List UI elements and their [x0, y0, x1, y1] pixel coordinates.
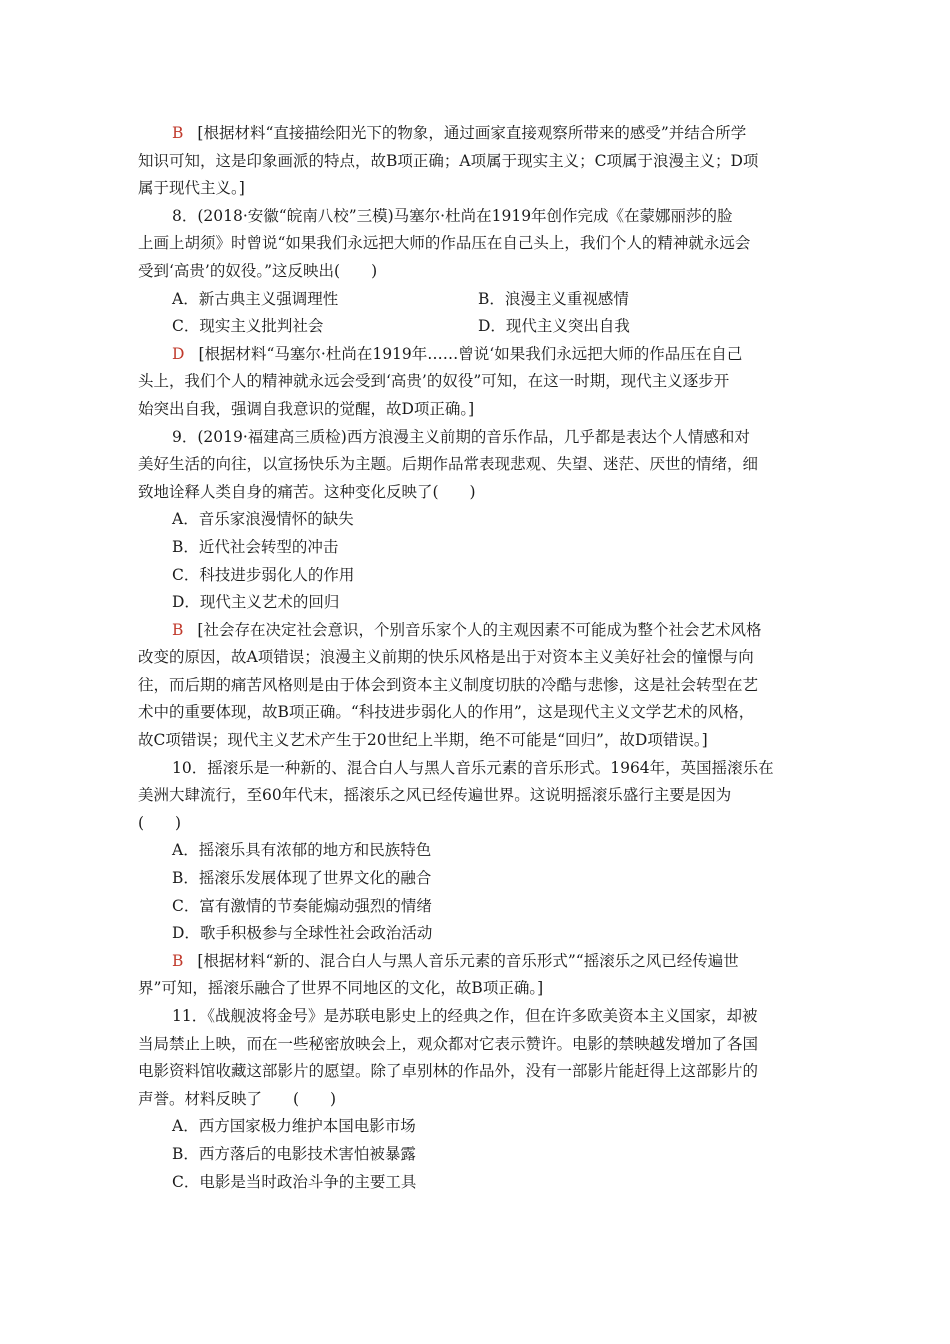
answer-text: [根据材料“新的、混合白人与黑人音乐元素的音乐形式”“摇滚乐之风已经传遍世: [197, 951, 739, 970]
question-10: [138, 755, 822, 838]
question-text: 11．《战舰波将金号》是苏联电影史上的经典之作，但在许多欧美资本主义国家，却被: [172, 1007, 758, 1025]
question-text: 受到‘高贵’的奴役。”这反映出( ): [138, 261, 378, 280]
answer-block: [138, 617, 822, 755]
option-c: C．科技进步弱化人的作用: [172, 565, 355, 584]
answer-text: 始突出自我，强调自我意识的觉醒，故D项正确。]: [138, 399, 475, 418]
question-text: 9．(2019·福建高三质检)西方浪漫主义前期的音乐作品，几乎都是表达个人情感和对: [172, 427, 750, 446]
question-text: 电影资料馆收藏这部影片的愿望。除了卓别林的作品外，没有一部影片能赶得上这部影片的: [138, 1062, 759, 1081]
option-d: D．歌手积极参与全球性社会政治活动: [172, 924, 433, 943]
answer-text: 改变的原因，故A项错误；浪漫主义前期的快乐风格是出于对资本主义美好社会的憧憬与向: [138, 648, 754, 667]
question-11-options: [138, 1113, 822, 1196]
answer-letter: B: [172, 124, 184, 142]
option-d: D．现代主义艺术的回归: [172, 593, 340, 612]
document-page: [138, 120, 822, 1196]
answer-text: 故C项错误；现代主义艺术产生于20世纪上半期，绝不可能是“回归”，故D项错误。]: [138, 731, 708, 750]
answer-text: 知识可知，这是印象画派的特点，故B项正确；A项属于现实主义；C项属于浪漫主义；D项: [138, 151, 759, 170]
answer-text: 术中的重要体现，故B项正确。“科技进步弱化人的作用”，这是现代主义文学艺术的风格，: [138, 703, 755, 722]
answer-text: 头上，我们个人的精神就永远会受到‘高贵’的奴役”可知，在这一时期，现代主义逐步开: [138, 372, 730, 391]
question-9: [138, 424, 822, 507]
answer-letter: B: [172, 951, 184, 970]
answer-block: [138, 341, 822, 424]
option-b: B．摇滚乐发展体现了世界文化的融合: [172, 869, 432, 888]
answer-block: [138, 120, 822, 203]
question-text: 上画上胡须》时曾说“如果我们永远把大师的作品压在自己头上，我们个人的精神就永远会: [138, 234, 751, 253]
answer-letter: B: [172, 620, 184, 639]
question-10-options: [138, 837, 822, 947]
question-text: 10．摇滚乐是一种新的、混合白人与黑人音乐元素的音乐形式。1964年，英国摇滚乐在: [172, 758, 774, 777]
answer-text: [根据材料“马塞尔·杜尚在1919年……曾说‘如果我们永远把大师的作品压在自己: [198, 344, 743, 363]
answer-text: 往，而后期的痛苦风格则是由于体会到资本主义制度切肤的冷酷与悲惨，这是社会转型在艺: [138, 675, 759, 694]
option-b: B．西方落后的电影技术害怕被暴露: [172, 1144, 416, 1163]
option-c: C．富有激情的节奏能煽动强烈的情绪: [172, 896, 432, 915]
answer-text: [社会存在决定社会意识，个别音乐家个人的主观因素不可能成为整个社会艺术风格: [197, 620, 762, 639]
answer-text: [根据材料“直接描绘阳光下的物象，通过画家直接观察所带来的感受”并结合所学: [197, 124, 747, 142]
question-text: 美洲大肆流行，至60年代末，摇滚乐之风已经传遍世界。这说明摇滚乐盛行主要是因为: [138, 786, 732, 805]
option-d: D．现代主义突出自我: [478, 317, 630, 336]
answer-text: 属于现代主义。]: [138, 179, 245, 198]
question-text: 美好生活的向往，以宣扬快乐为主题。后期作品常表现悲观、失望、迷茫、厌世的情绪，细: [138, 455, 759, 474]
question-text: ( ): [138, 813, 182, 832]
option-a: A．摇滚乐具有浓郁的地方和民族特色: [172, 841, 432, 860]
option-a: A．西方国家极力维护本国电影市场: [172, 1117, 416, 1136]
answer-block: [138, 948, 822, 1003]
option-a: A．音乐家浪漫情怀的缺失: [172, 510, 354, 529]
option-c: C．电影是当时政治斗争的主要工具: [172, 1172, 417, 1191]
question-text: 当局禁止上映，而在一些秘密放映会上，观众都对它表示赞许。电影的禁映越发增加了各国: [138, 1034, 759, 1053]
question-text: 致地诠释人类自身的痛苦。这种变化反映了( ): [138, 482, 476, 501]
option-b: B．近代社会转型的冲击: [172, 537, 339, 556]
option-a: A．新古典主义强调理性: [172, 289, 339, 308]
question-9-options: [138, 506, 822, 616]
question-text: 8．(2018·安徽“皖南八校”三模)马塞尔·杜尚在1919年创作完成《在蒙娜丽莎的脸: [172, 206, 733, 225]
question-11: [138, 1003, 822, 1113]
answer-letter: D: [172, 344, 185, 363]
question-8: [138, 203, 822, 286]
option-b: B．浪漫主义重视感情: [478, 289, 629, 308]
question-text: 声誉。材料反映了 ( ): [138, 1089, 337, 1108]
option-c: C．现实主义批判社会: [172, 317, 324, 336]
question-8-options: [138, 286, 822, 341]
answer-text: 界”可知，摇滚乐融合了世界不同地区的文化，故B项正确。]: [138, 979, 544, 998]
